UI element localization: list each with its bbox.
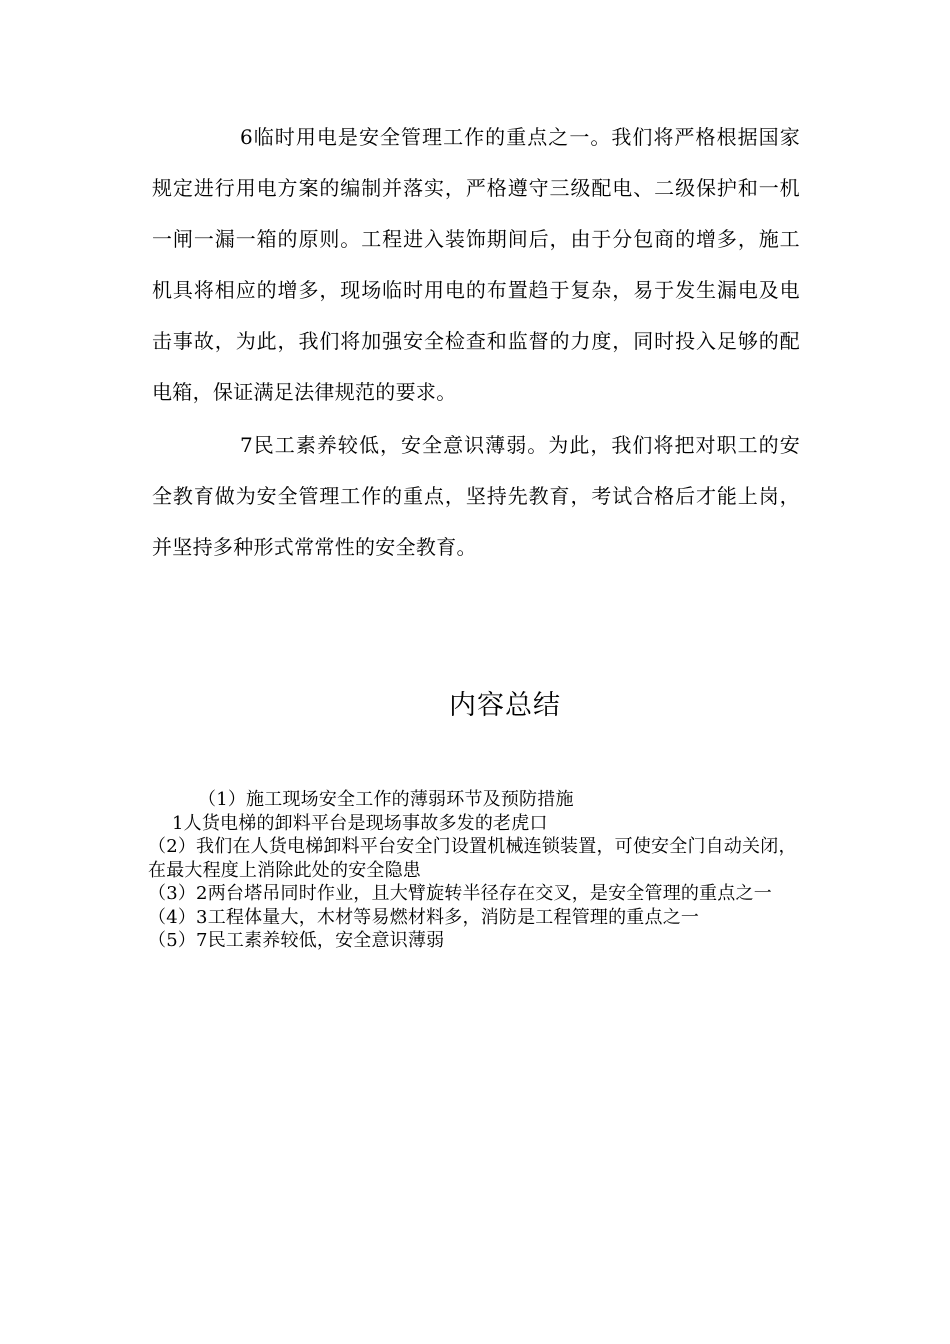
summary-title: 内容总结	[449, 690, 561, 721]
summary-subheading: 1人货电梯的卸料平台是现场事故多发的老虎口	[172, 812, 548, 834]
paragraph-worker-safety-education: 7民工素养较低，安全意识薄弱。为此，我们将把对职工的安全教育做为安全管理工作的重点，坚持先教育，考试合格后才能上岗，并坚持多种形式常常性的安全教育。	[152, 433, 800, 559]
summary-list	[148, 788, 808, 953]
summary-item: （4）3工程体量大，木材等易燃材料多，消防是工程管理的重点之一	[148, 906, 700, 928]
body-paragraph-block	[152, 420, 800, 573]
summary-heading: （1）施工现场安全工作的薄弱环节及预防措施	[198, 789, 574, 810]
summary-item: （3）2两台塔吊同时作业，且大臂旋转半径存在交叉，是安全管理的重点之一	[148, 883, 772, 904]
body-paragraph-block	[152, 112, 800, 418]
paragraph-temporary-electricity: 6临时用电是安全管理工作的重点之一。我们将严格根据国家规定进行用电方案的编制并落实，严格遵守三级配电、二级保护和一机一闸一漏一箱的原则。工程进入装饰期间后，由于分包商的增多，施工机具将相应的增多，现场临时用电的布置趋于复杂，易于发生漏电及电击事故，为此，我们将加强安全检查和监督的力度，同时投入足够的配电箱，保证满足法律规范的要求。	[152, 125, 800, 404]
summary-item: （5）7民工素养较低，安全意识薄弱	[148, 930, 445, 951]
summary-item: （2）我们在人货电梯卸料平台安全门设置机械连锁装置，可使安全门自动关闭，在最大程度上消除此处的安全隐患	[148, 836, 797, 881]
